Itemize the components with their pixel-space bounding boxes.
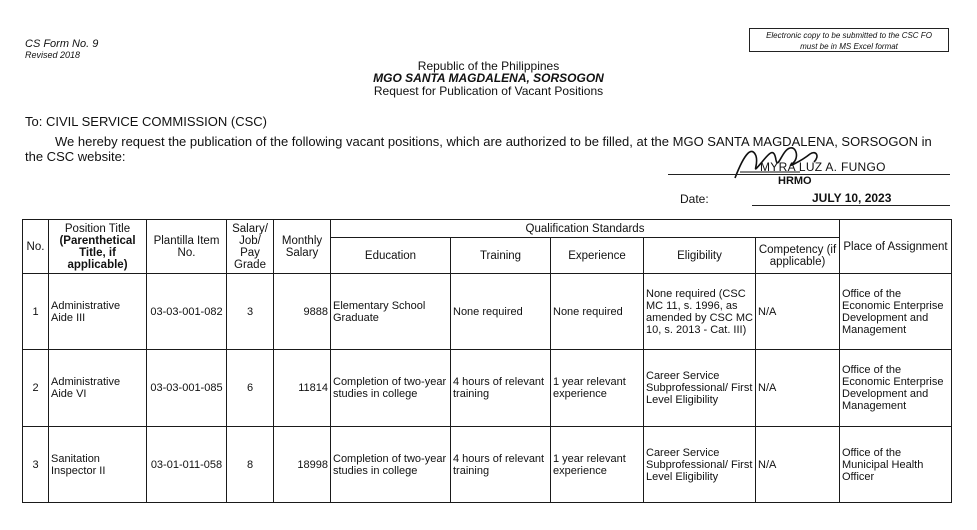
cell-place: Office of the Municipal Health Officer	[840, 427, 952, 503]
request-paragraph: We hereby request the publication of the following vacant positions, which are authorized to be filled, at the MGO SANTA MAGDALENA, SORSOGON in the CSC website:	[25, 134, 932, 164]
cell-position: Sanitation Inspector II	[49, 427, 147, 503]
header-experience: Experience	[551, 238, 644, 274]
header-position-line1: Position Title	[64, 222, 131, 235]
cell-eligibility: Career Service Subprofessional/ First Level Eligibility	[644, 350, 756, 427]
cell-grade: 8	[227, 427, 274, 503]
cell-salary: 9888	[274, 274, 331, 350]
cell-plantilla: 03-03-001-085	[147, 350, 227, 427]
form-number: CS Form No. 9	[25, 38, 99, 50]
form-revision: Revised 2018	[25, 50, 81, 60]
header-training: Training	[451, 238, 551, 274]
cell-position: Administrative Aide VI	[49, 350, 147, 427]
document-title: Request for Publication of Vacant Positions	[373, 84, 604, 98]
signer-name: MYRA LUZ A. FUNGO	[760, 160, 886, 174]
table-row	[23, 427, 952, 503]
cell-grade: 6	[227, 350, 274, 427]
header-qualification-standards: Qualification Standards	[331, 220, 840, 238]
submission-note-line1: Electronic copy to be submitted to the CSC FO	[766, 31, 932, 40]
date-value: JULY 10, 2023	[812, 191, 892, 205]
submission-note	[749, 28, 949, 52]
cell-salary: 18998	[274, 427, 331, 503]
cell-no: 3	[23, 427, 49, 503]
republic-heading: Republic of the Philippines	[417, 59, 560, 73]
cell-plantilla: 03-03-001-082	[147, 274, 227, 350]
header-position-line2: (Parenthetical Title, if applicable)	[59, 234, 136, 271]
signer-title: HRMO	[778, 175, 812, 187]
header-education: Education	[331, 238, 451, 274]
header-salary-grade: Salary/ Job/ Pay Grade	[227, 220, 274, 274]
cell-no: 2	[23, 350, 49, 427]
submission-note-line2: must be in MS Excel format	[800, 42, 898, 51]
cell-education: Elementary School Graduate	[331, 274, 451, 350]
header-position	[49, 220, 147, 274]
header-no: No.	[23, 220, 49, 274]
cell-competency: N/A	[756, 427, 840, 503]
cell-experience: 1 year relevant experience	[551, 350, 644, 427]
cell-place: Office of the Economic Enterprise Development and Management	[840, 274, 952, 350]
header-plantilla: Plantilla Item No.	[147, 220, 227, 274]
vacant-positions-table	[22, 219, 952, 503]
cell-grade: 3	[227, 274, 274, 350]
cell-eligibility: Career Service Subprofessional/ First Level Eligibility	[644, 427, 756, 503]
cell-salary: 11814	[274, 350, 331, 427]
cell-plantilla: 03-01-011-058	[147, 427, 227, 503]
cell-experience: 1 year relevant experience	[551, 427, 644, 503]
cell-no: 1	[23, 274, 49, 350]
cell-eligibility: None required (CSC MC 11, s. 1996, as amended by CSC MC 10, s. 2013 - Cat. III)	[644, 274, 756, 350]
cell-education: Completion of two-year studies in college	[331, 427, 451, 503]
addressee: To: CIVIL SERVICE COMMISSION (CSC)	[25, 114, 267, 129]
header-competency: Competency (if applicable)	[756, 238, 840, 274]
header-monthly-salary: Monthly Salary	[274, 220, 331, 274]
cell-competency: N/A	[756, 274, 840, 350]
agency-heading: MGO SANTA MAGDALENA, SORSOGON	[373, 71, 604, 85]
table-row	[23, 350, 952, 427]
cell-place: Office of the Economic Enterprise Development and Management	[840, 350, 952, 427]
cell-competency: N/A	[756, 350, 840, 427]
cell-education: Completion of two-year studies in college	[331, 350, 451, 427]
cell-training: 4 hours of relevant training	[451, 350, 551, 427]
cell-training: 4 hours of relevant training	[451, 427, 551, 503]
date-line	[752, 205, 950, 206]
table-row	[23, 274, 952, 350]
header-eligibility: Eligibility	[644, 238, 756, 274]
cell-experience: None required	[551, 274, 644, 350]
date-label: Date:	[680, 192, 709, 206]
header-place-of-assignment: Place of Assignment	[840, 220, 952, 274]
cell-position: Administrative Aide III	[49, 274, 147, 350]
cell-training: None required	[451, 274, 551, 350]
